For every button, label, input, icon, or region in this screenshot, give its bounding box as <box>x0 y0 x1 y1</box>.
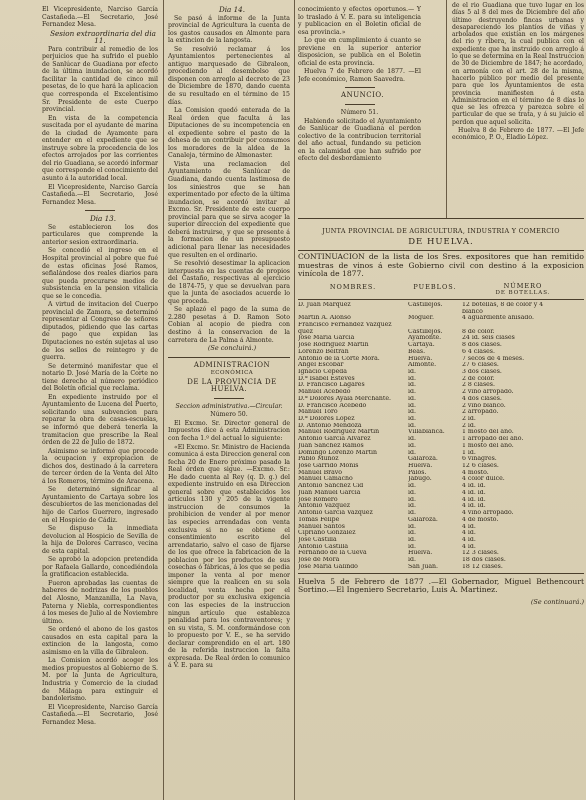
section-subtitle: ECONÓMICA <box>210 370 254 377</box>
exhibitor-town: id. <box>408 416 416 422</box>
table-row <box>298 476 584 483</box>
paragraph: El Excmo. Sr. Director general de Impuestos dice á esta Administracion con fecha 1.º del actual lo siguiente: <box>168 419 290 442</box>
column-divider <box>446 0 447 218</box>
bottle-count: 2 vino blanco. <box>462 402 506 409</box>
header-towns: PUEBLOS. <box>413 282 457 291</box>
bottle-count: 8 dos clases. <box>462 342 502 349</box>
header-bottles <box>462 283 584 297</box>
table-row <box>298 456 584 463</box>
table-row <box>298 349 584 356</box>
paragraph: A virtud de invitacion del Cuerpo provincial de Zamora, se determinó representar al Congreso de señores diputados, pidiendo que las cartas de pago que expidan las Diputaciones no estén sujetas al uso de los sellos de reintegro y de guerra. <box>42 301 158 362</box>
column-4 <box>452 2 584 218</box>
table-row <box>298 329 584 336</box>
exhibitor-town: Huelva. <box>408 355 433 362</box>
section-title: ADMINISTRACION <box>193 360 271 369</box>
bottle-count: 4 id. <box>462 523 476 530</box>
bottle-count: 27 6 clases. <box>462 362 499 369</box>
exhibitor-town: id. <box>408 557 416 564</box>
section-label: Seccion administrativa.—Circular. <box>175 402 283 410</box>
paragraph: En expediente instruido por el Ayuntamiento de Lucena del Puerto, solicitando una subvencion para reparar la obra de casas-escuelas, se informó que deberá tenerla la tramitacion que prescribe la Real órden de 22 de Julio de 1872. <box>42 393 158 447</box>
signature: El Vicepresidente, Narciso García Castañeda.—El Secretario, José Fernandez Mesa. <box>42 183 158 206</box>
bottle-count: 2 arropado. <box>462 409 499 416</box>
bottle-count: 4 id. <box>462 543 476 550</box>
exhibitor-town: Jabugo. <box>408 476 432 483</box>
exhibitor-name: Lorenzo Beltran <box>298 348 349 355</box>
table-row <box>298 517 584 524</box>
bottle-count: 2 vino arropado. <box>462 389 514 396</box>
exhibitor-town: id. <box>408 442 416 449</box>
table-row <box>298 490 584 497</box>
bottle-count: 12 6 clases. <box>462 463 499 470</box>
bottle-count: blanco <box>462 308 483 315</box>
table-row <box>298 362 584 369</box>
divider <box>298 250 584 251</box>
table-row <box>298 429 584 436</box>
bottle-count: 4 aguardiente anisado. <box>462 315 534 322</box>
table-row <box>298 497 584 504</box>
table-row <box>298 382 584 389</box>
paragraph: En vista de la competencia suscitada por el ayudante de marina de la ciudad de Ayamonte para entender en el expediente que se instruye sobre la procedencia de los efectos arrojados por las corrientes del rio Guadiana, se acordó informar que corresponde el conocimiento del asunto á la autoridad local. <box>42 114 158 183</box>
paragraph: Se determinó manifestar que el notario D. José María de la Corte no tiene derecho al número periódico del Boletín oficial que reclama. <box>42 362 158 393</box>
column-3 <box>298 0 421 218</box>
bottle-count: 4 color dulce. <box>462 476 505 483</box>
exhibitor-name: Cipriano Gonzalez <box>298 530 356 537</box>
table-row <box>298 537 584 544</box>
bottle-count: 2 8 clases. <box>462 382 495 389</box>
exhibitor-list-section <box>298 218 584 800</box>
table-header <box>298 283 584 297</box>
bottle-count: 2 id. <box>462 422 476 429</box>
to-be-continued: (Se continuará.) <box>530 598 584 607</box>
exhibitor-town: id. <box>408 483 416 490</box>
table-row <box>298 557 584 564</box>
bottle-count: 4 id. <box>462 530 476 537</box>
exhibitor-name: Juan Sanchez Ramos <box>298 442 364 449</box>
exhibitor-name: D. Antonio Mendoza <box>298 422 362 429</box>
exhibitor-town: id. <box>408 389 416 396</box>
bottle-count: 4 id. id. <box>462 483 486 490</box>
exhibitor-town: Villablanca. <box>408 429 445 436</box>
signature: El Vicepresidente, Narciso García Castañeda.—El Secretario, José Fernandez Mesa. <box>42 703 158 726</box>
bottle-count: 1 arropado del año. <box>462 436 524 443</box>
exhibitor-town: id. <box>408 523 416 530</box>
header-names: NOMBRES. <box>329 282 377 291</box>
junta-place: DE HUELVA. <box>408 237 474 247</box>
exhibitor-town: id. <box>408 422 416 429</box>
bottle-count: 4 id. id. <box>462 489 486 496</box>
table-row <box>298 564 584 571</box>
table-row <box>298 530 584 537</box>
signature: Huelva 7 de Febrero de 1877. —El Jefe económico, Ramon Saavedra. <box>298 68 421 83</box>
bottle-count <box>462 322 584 329</box>
exhibitor-name: D.ª Dolores Lopez <box>298 416 355 422</box>
exhibitor-name: Manuel Acebedo <box>298 389 351 396</box>
exhibitor-town: Galaroza. <box>408 456 438 463</box>
table-row <box>298 302 584 309</box>
column-divider <box>163 0 164 800</box>
table-row <box>298 443 584 450</box>
table-row <box>298 470 584 477</box>
paragraph: Fueron aprobadas las cuentas de haberes de nodrizas de los pueblos del Alosno, Manzanilla, La Nava, Paterna y Niebla, correspondientes á los meses de Julio al de Noviembre último. <box>42 579 158 625</box>
announcement-heading: ANUNCIO. <box>341 91 384 100</box>
signature: Huelva 8 de Febrero de 1877. —El Jefe económico, P. O., Eladio López. <box>452 127 584 142</box>
exhibitor-name: D. Francisco Acebedo <box>298 402 367 409</box>
exhibitor-name: José Garrido Monís <box>298 463 359 470</box>
exhibitor-name: Antonio García Vazquez <box>298 510 373 517</box>
table-row <box>298 503 584 510</box>
paragraph: Se dispuso la inmediata devolucion al Hospicio de Sevilla de la hija de Dolores Carrasco, vecina de esta capital. <box>42 525 158 555</box>
paragraph: Se determinó significar al Ayuntamiento de Cartaya sobre los descubiertos de las mencionadas del hijo de Carlos Guerrero, ingresado en el Hospicio de Cádiz. <box>42 486 158 524</box>
exhibitor-town: Palos. <box>408 469 427 476</box>
exhibitor-town: Ayamonte. <box>408 335 442 342</box>
exhibitor-name: D. Juan Marquez <box>298 301 351 308</box>
bottle-count: 4 id. id. <box>462 503 486 510</box>
exhibitor-name: José María Galindo <box>298 563 358 570</box>
exhibitor-name: D.ª Dolores Ayala Merchante. <box>298 395 391 402</box>
table-row <box>298 322 584 329</box>
bottle-count: 4 vino arropado. <box>462 510 514 517</box>
exhibitor-town <box>408 322 462 329</box>
bottle-count: 18 12 clases. <box>462 563 503 570</box>
bottle-count: 7 secos de 4 meses. <box>462 355 525 362</box>
exhibitor-name: Pablo Muñoz <box>298 456 339 463</box>
bottle-count: 4 dos clases. <box>462 395 502 402</box>
exhibitor-name: Juan Manuel García <box>298 489 361 496</box>
exhibitor-town: Cartaya. <box>408 342 435 349</box>
column-2 <box>168 0 290 800</box>
exhibitor-name: Antonio Vazquez <box>298 503 351 510</box>
bottle-count: 8 de color. <box>462 328 495 335</box>
exhibitor-town: Castillejos. <box>408 328 443 335</box>
divider <box>345 87 375 88</box>
divider <box>168 357 290 358</box>
table-row <box>298 544 584 551</box>
exhibitor-name: Tomás Felipe <box>298 516 340 523</box>
table-row <box>298 389 584 396</box>
section-subtitle: DE LA PROVINCIA DE HUELVA. <box>187 377 277 394</box>
bottle-count: 12 3 clases. <box>462 550 499 557</box>
paragraph: Se resolvió desestimar la aplicacion interpuesta en las cuentas de propios del Castaño, respectivas al ejercicio de 1874-75, y que se devuelvan para que la junta de asociados acuerde lo que proceda. <box>168 260 290 305</box>
exhibitor-town: id. <box>408 375 416 382</box>
paragraph: «El Excmo. Sr. Ministro de Hacienda comunica á esta Direccion general con fecha 20 de Enero próximo pasado la Real órden que sigue. —Excmo. Sr.: He dado cuenta al Rey (q. D. g.) del expediente instruido en esa Direccion general sobre que establecidos los artículos 130 y 205 de la vigente instruccion de consumos la prohibicion de vender al por menor las especies arrendadas con venta exclusiva si no se obtiene el consentimiento escrito del arrendatario, salvo el caso de fijarse de los que ofrece la fabricacion de la poblacion por los productos de sus cosechas ó fábricas, á los que se pedia imponer la venta al por menor siempre que la realicen en su sola localidad, venta hecha por el productor por su exclusiva exigencia con las especies de la instruccion ningun artículo que establezca penalidad para los contraventores; y en su vista, S. M. conformándose con lo propuesto por V. E., se ha servido declarar comprendido en el art. 180 de la referida instruccion la falta expresada. De Real órden lo comunico á V. E. para su <box>168 443 290 670</box>
exhibitor-name: José Rodriguez Martin <box>298 342 369 349</box>
exhibitor-name: D.ª Isabel Esteves <box>298 375 355 382</box>
notice-number: Número 51. <box>340 109 379 117</box>
exhibitor-name: D. Francisco Lagares <box>298 382 365 389</box>
table-row <box>298 309 584 316</box>
bottle-count: 4 id. id. <box>462 496 486 503</box>
table-row <box>298 450 584 457</box>
notice-number: Número 50. <box>210 411 248 419</box>
paragraph: Se concedió el ingreso en el Hospital provincial al pobre que fué de estas oficinas José Ramos, sefialándose dos reales diarios para que pueda procurarse medios de subsistencia en la pension vitalicia que se le concedia. <box>42 247 158 300</box>
bottle-count: 12 botellas, 8 de color y 4 <box>462 301 544 308</box>
exhibitor-town: id. <box>408 409 416 416</box>
table-row <box>298 356 584 363</box>
exhibitor-name: Fernando de la Cueva <box>298 550 367 557</box>
exhibitor-town: Beas. <box>408 348 426 355</box>
paragraph: de el rio Guadiana que tuvo lugar en los días 5 al 8 del mes de Diciembre del año último destruyendo fincas urbanas y desapareciendo los plantíos de viñas y arbolados que existían en los márgenes del rio y ribera, la cual publica con el expediente que ha instruido con arreglo á lo que se determina en la Real Instruccion de 30 de Diciembre de 1847; he acordado, en armonía con el art. 28 de la misma, hacerlo público por medio del presente para que los Ayuntamientos de esta provincia manifiesten á esta Administracion en el término de 8 días lo que se les ofrezca y parezca sobre el particular de que se trata, y á su juicio el perdon que aquel solicita. <box>452 2 584 126</box>
header-bottles-line2: DE BOTELLAS. <box>495 289 551 296</box>
table-row <box>298 463 584 470</box>
table-row <box>298 416 584 423</box>
exhibitor-name: Antonio de la Córte Mora. <box>298 355 380 362</box>
exhibitor-town: Castillejos. <box>408 301 443 308</box>
table-row <box>298 403 584 410</box>
exhibitor-town: id. <box>408 368 416 375</box>
exhibitor-town: id. <box>408 436 416 443</box>
column-1 <box>42 0 158 800</box>
column-divider <box>294 0 295 800</box>
exhibitor-town <box>408 309 462 316</box>
day-heading: Dia 14. <box>218 5 246 14</box>
signature: El Vicepresidente, Narciso García Castañeda.—El Secretario, José Fernandez Mesa. <box>42 6 158 29</box>
bottle-count: 2 id. <box>462 416 476 422</box>
exhibitor-town: Huelva. <box>408 550 433 557</box>
exhibitor-name: Domingo Lorenzo Martin <box>298 449 377 456</box>
table-row <box>298 315 584 322</box>
exhibitor-name <box>298 309 408 316</box>
exhibitor-town: id. <box>408 382 416 389</box>
bottle-count: 3 dos clases. <box>462 368 502 375</box>
table-row <box>298 396 584 403</box>
table-row <box>298 483 584 490</box>
exhibitor-town: Galaroza. <box>408 516 438 523</box>
divider <box>214 398 244 399</box>
paragraph: La Comision acordó acoger los medios propuestos al Gobierno de S. M. por la Junta de Agricultura, Industria y Comercio de la ciudad de Málaga para extinguir el bandolerismo. <box>42 657 158 703</box>
exhibitor-name: José Castilla <box>298 536 337 543</box>
exhibitor-town: id. <box>408 402 416 409</box>
paragraph: Se establecieron los dos particulares que comprende la anterior sesion extraordinaria. <box>42 223 158 246</box>
divider <box>345 104 375 105</box>
exhibitor-name: José Romero <box>298 496 338 503</box>
bottle-count: 6 4 clases. <box>462 348 495 355</box>
exhibitor-town: Almonte. <box>408 362 437 369</box>
table-row <box>298 436 584 443</box>
exhibitor-name: Antonio Sanchez Cid <box>298 483 364 490</box>
day-heading: Dia 13. <box>89 214 117 224</box>
exhibitor-town: id. <box>408 489 416 496</box>
divider <box>298 299 584 300</box>
paragraph: La Comision quedó enterada de la Real órden que faculta á las Diputaciones de su incompetencia en el expediente sobre el pasto de la dehesa de un contribuir por consumos los moradores de la aldea de la Canaleja, término de Almonaster. <box>168 107 290 160</box>
exhibitor-town: id. <box>408 536 416 543</box>
to-be-continued: (Se concluirá.) <box>207 344 257 353</box>
bottle-count: 6 vinagres. <box>462 456 497 463</box>
exhibitor-table <box>298 302 584 571</box>
exhibitor-name: José de Mora <box>298 557 340 564</box>
exhibitor-town: San Juan. <box>408 563 438 570</box>
exhibitor-town: Moguer. <box>408 315 434 322</box>
exhibitor-name: Antonio García Álvarez <box>298 436 371 443</box>
bottle-count: 18 dos clases. <box>462 557 506 564</box>
exhibitor-town: id. <box>408 530 416 537</box>
table-row <box>298 550 584 557</box>
paragraph: Se aprobó la adopcion pretendida por Rafaela Gallardo, concediéndola la gratificacion establecida. <box>42 556 158 579</box>
bottle-count: 4 de mosto. <box>462 516 499 523</box>
table-row <box>298 409 584 416</box>
exhibitor-town: id. <box>408 395 416 402</box>
table-row <box>298 510 584 517</box>
paragraph: Se resolvió reclamar á los Ayuntamientos pertenecientes al antiguo marquesado de Gibraleon, procediendo al desembolso que disponen con arreglo al decreto de 23 de Diciembre de 1870, dando cuenta de su resultado en el término de 15 días. <box>168 45 290 106</box>
divider <box>298 218 584 219</box>
exhibitor-town: Huelva. <box>408 463 433 470</box>
paragraph: Se aplazó el pago de la suma de 2.280 pesetas á D. Ramon Soto Cobian al acopio de piedra con destino á la conservacion de la carretera de La Palma á Almonte. <box>168 306 290 344</box>
bottle-count: 2 de color. <box>462 375 495 382</box>
exhibitor-name: Francisco Fernandez Vazquez <box>298 321 392 328</box>
bottle-count: 4 id. <box>462 536 476 543</box>
bottle-count: 1 id. <box>462 449 476 456</box>
exhibitor-name: Manuel Camacho <box>298 476 353 483</box>
list-footer: Huelva 5 de Febrero de 1877 .—El Gobernador, Miguel Bethencourt Sortino.—El Ingeniero Secretario, Luis A. Martinez. <box>298 576 584 595</box>
bottle-count: 1 mosto del año. <box>462 442 514 449</box>
paragraph: Para contribuir al remedio de los perjuicios que ha sufrido el pueblo de Sanlúcar de Guadiana por efecto de la última inundacion, se acordó facilitar la cantidad de cinco mil pesetas, de lo que hará la aplicacion que corresponda el Excelentísimo Sr. Presidente de este Cuerpo provincial. <box>42 45 158 114</box>
bottle-count: 4 mosto. <box>462 469 489 476</box>
exhibitor-name: Manuel Santos <box>298 523 345 530</box>
paragraph: Se ordenó el abono de los gastos causados en esta capital para la extincion de la langosta, como asimismo en la villa de Gibraleon. <box>42 626 158 656</box>
table-row <box>298 342 584 349</box>
exhibitor-town: id. <box>408 503 416 510</box>
paragraph: Vista una reclamacion del Ayuntamiento de Sanlúcar de Guadiana, dando cuenta lastimosa de los siniestros que se han experimentado por efecto de la última inundacion, se acordó invitar al Excmo. Sr. Presidente de este cuerpo provincial para que se sirva acoger la superior direccion del expediente que deberá instruirse, y que se presente á la formacion de un presupuesto adicional para llenar las necesidades que resulten en el ordinario. <box>168 160 290 259</box>
exhibitor-name: Manuel Bravo <box>298 469 343 476</box>
paragraph: Lo que en cumplimiento á cuanto se previene en la superior anterior disposicion, se publica en el Boletin oficial de esta provincia. <box>298 37 421 67</box>
table-row <box>298 335 584 342</box>
paragraph: Se pasó á informe de la Junta provincial de Agricultura la cuenta de los gastos causados en Almonte para la extincion de la langosta. <box>168 14 290 45</box>
list-intro: CONTINUACION de la lista de los Sres. expositores que han remitido muestras de vinos á este Gobierno civil con destino á la exposicion vinícola de 1877. <box>298 252 584 279</box>
header-bottles-line1: NÚMERO <box>503 281 543 290</box>
table-row <box>298 369 584 376</box>
exhibitor-town: id. <box>408 510 416 517</box>
exhibitor-name: Ignacio Cepeda <box>298 368 347 375</box>
exhibitor-name: Manuel Toro <box>298 409 338 416</box>
divider <box>85 210 115 211</box>
exhibitor-town: id. <box>408 449 416 456</box>
exhibitor-town: id. <box>408 496 416 503</box>
exhibitor-name: José María García <box>298 335 355 342</box>
exhibitor-name: Antonio Castilla <box>298 543 349 550</box>
paragraph: conocimiento y efectos oportunos.— Y lo traslado á V. E. para su inteligencia y publicacion en el Boletin oficial de esa provincia.» <box>298 6 421 36</box>
table-row <box>298 524 584 531</box>
paragraph: Asimismo se informó que procede la ocupacion y expropiacion de dichos dos, destinado á la carretera de tercer órden de la Venta del Alto á los Romeros, término de Aracena. <box>42 447 158 485</box>
exhibitor-town: id. <box>408 543 416 550</box>
exhibitor-name: Angel Escobar <box>298 362 344 369</box>
table-row <box>298 376 584 383</box>
bottle-count: 1 mosto del año. <box>462 429 514 436</box>
table-row <box>298 423 584 430</box>
exhibitor-name: Manuel Rodriguez Martin <box>298 429 380 436</box>
junta-title: JUNTA PROVINCIAL DE AGRICULTURA, INDUSTRIA Y COMERCIO <box>322 227 560 235</box>
exhibitor-name: Martin A. Alonso <box>298 315 351 322</box>
session-heading: Sesion extraordinaria del dia 11. <box>50 28 156 46</box>
paragraph: Habiendo solicitado el Ayuntamiento de Sanlúcar de Guadiana el perdon colectivo de la contribucion territorial del año actual, fundando su peticion en la calamidad que han sufrido por efecto del desbordamiento <box>298 117 421 163</box>
exhibitor-name: quez <box>298 328 313 335</box>
bottle-count: 24 id. seis clases <box>462 335 515 342</box>
divider <box>298 573 584 574</box>
